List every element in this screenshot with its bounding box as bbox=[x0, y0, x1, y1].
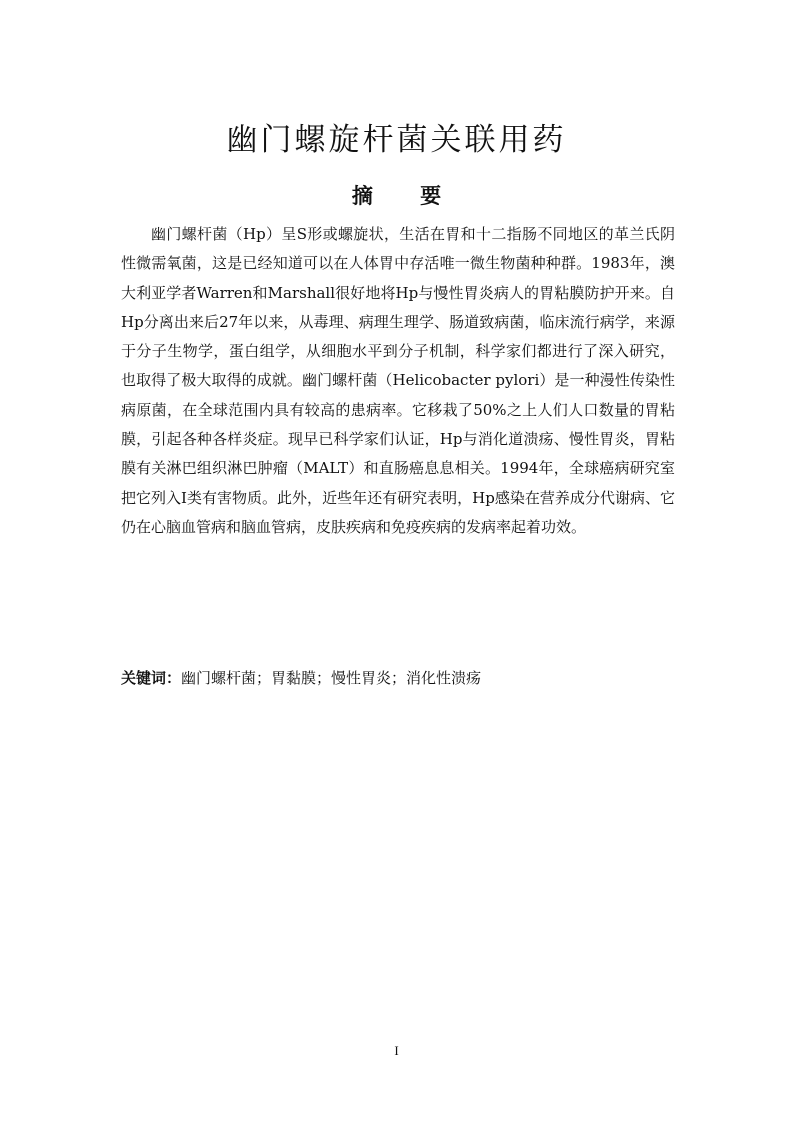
abstract-body: 幽门螺杆菌（Hp）呈S形或螺旋状，生活在胃和十二指肠不同地区的革兰氏阴性微需氧菌，这是已经知道可以在人体胃中存活唯一微生物菌种种群。1983年，澳大利亚学者Warren和Marshall很好地将Hp与慢性胃炎病人的胃粘膜防护开来。自Hp分离出来后27年以来，从毒理、病理生理学、肠道致病菌，临床流行病学，来源于分子生物学，蛋白组学，从细胞水平到分子机制，科学家们都进行了深入研究，也取得了极大取得的成就。幽门螺杆菌（Helicobacter pylori）是一种漫性传染性病原菌，在全球范围内具有较高的患病率。它移栽了50%之上人们人口数量的胃粘膜，引起各种各样炎症。现早已科学家们认证，Hp与消化道溃疡、慢性胃炎，胃粘膜有关淋巴组织淋巴肿瘤（MALT）和直肠癌息息相关。1994年，全球癌病研究室把它列入I类有害物质。此外，近些年还有研究表明，Hp感染在营养成分代谢病、它仍在心脑血管病和脑血管病，皮肤疾病和免疫疾病的发病率起着功效。 bbox=[121, 225, 675, 536]
page-number: I bbox=[394, 1043, 399, 1058]
keywords-label: 关键词： bbox=[121, 669, 182, 687]
page-title: 幽门螺旋杆菌关联用药 bbox=[226, 122, 567, 158]
abstract-heading: 摘 要 bbox=[351, 184, 462, 208]
keywords-line bbox=[121, 665, 681, 691]
keywords-value: 幽门螺杆菌；胃黏膜；慢性胃炎；消化性溃疡 bbox=[181, 669, 482, 687]
